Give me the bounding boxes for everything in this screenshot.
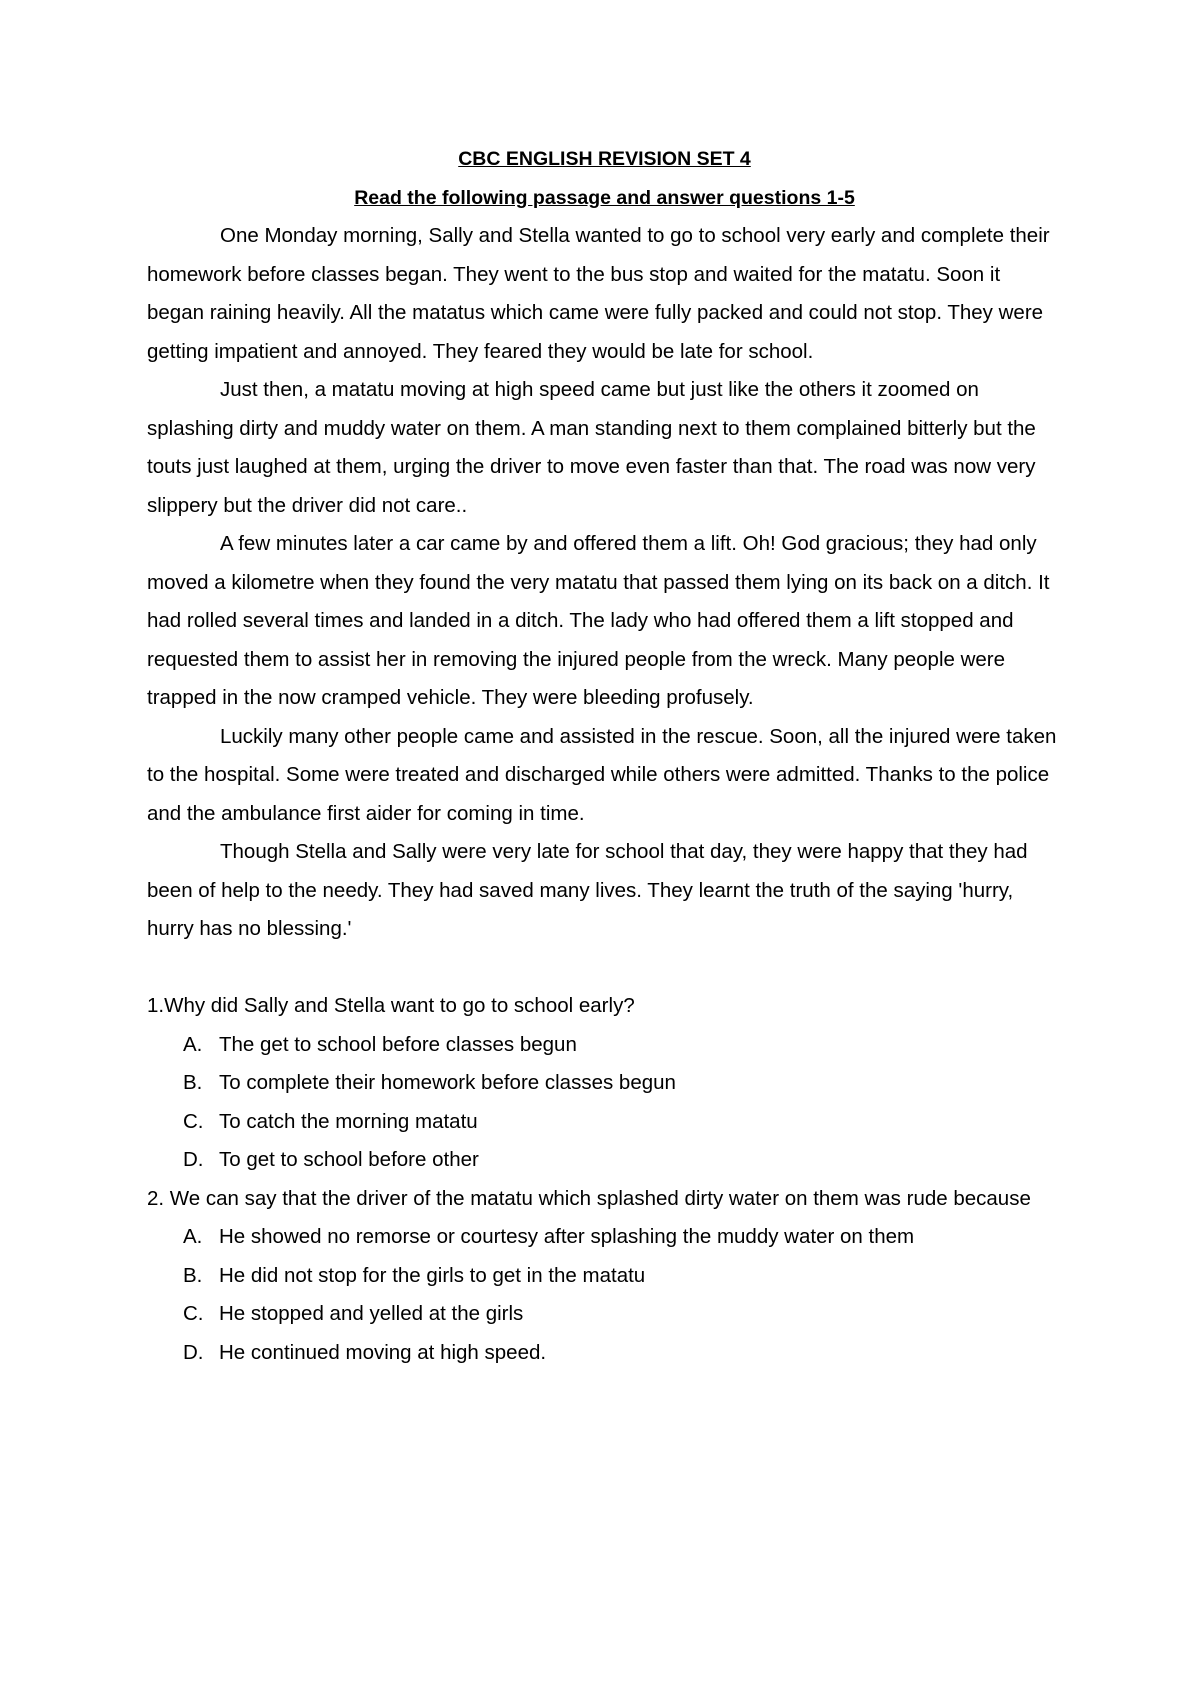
answer-option <box>147 1103 1062 1142</box>
passage-paragraph: One Monday morning, Sally and Stella wanted to go to school very early and complete their homework before classes began. They went to the bus stop and waited for the matatu. Soon it began raining heavily. All the matatus which came were fully packed and could not stop. They were getting impatient and annoyed. They feared they would be late for school. <box>147 224 1050 363</box>
answer-option <box>147 1218 1062 1257</box>
answer-option <box>147 1257 1062 1296</box>
answer-options <box>147 1218 1062 1372</box>
option-text: The get to school before classes begun <box>219 1032 577 1056</box>
question-text: 1.Why did Sally and Stella want to go to school early? <box>147 994 635 1017</box>
option-letter: B. <box>183 1263 203 1287</box>
option-text: To get to school before other <box>219 1148 479 1171</box>
option-text: He continued moving at high speed. <box>219 1340 547 1364</box>
document-page <box>147 140 1062 1372</box>
option-text: He stopped and yelled at the girls <box>219 1302 524 1325</box>
answer-option <box>147 1026 1062 1065</box>
passage-paragraph: Though Stella and Sally were very late for school that day, they were happy that they had been of help to the needy. They had saved many lives. They learnt the truth of the saying 'hurry, hurry has no blessing.' <box>147 840 1028 940</box>
option-text: To catch the morning matatu <box>219 1109 478 1133</box>
option-letter: A. <box>183 1032 203 1056</box>
reading-passage <box>147 217 1062 949</box>
passage-instruction: Read the following passage and answer questions 1-5 <box>354 186 855 209</box>
option-text: He showed no remorse or courtesy after splashing the muddy water on them <box>219 1225 915 1248</box>
option-letter: C. <box>183 1302 204 1325</box>
blank-line <box>147 949 1062 988</box>
passage-paragraph: A few minutes later a car came by and offered them a lift. Oh! God gracious; they had only moved a kilometre when they found the very matatu that passed them lying on its back on a ditch. It had rolled several times and landed in a ditch. The lady who had offered them a lift stopped and requested them to assist her in removing the injured people from the wreck. Many people were trapped in the now cramped vehicle. They were bleeding profusely. <box>147 532 1050 709</box>
answer-options <box>147 1026 1062 1180</box>
option-text: He did not stop for the girls to get in the matatu <box>219 1263 646 1287</box>
answer-option <box>147 1064 1062 1103</box>
option-letter: D. <box>183 1148 204 1171</box>
option-letter: B. <box>183 1071 203 1094</box>
question-block-2 <box>147 1180 1062 1373</box>
answer-option <box>147 1141 1062 1180</box>
question-text: 2. We can say that the driver of the matatu which splashed dirty water on them was rude because <box>147 1186 1031 1210</box>
question-block-1 <box>147 987 1062 1180</box>
option-letter: A. <box>183 1225 203 1248</box>
option-letter: D. <box>183 1340 204 1364</box>
passage-paragraph: Luckily many other people came and assisted in the rescue. Soon, all the injured were taken to the hospital. Some were treated and discharged while others were admitted. Thanks to the police and the ambulance first aider for coming in time. <box>147 724 1057 825</box>
answer-option <box>147 1295 1062 1334</box>
option-text: To complete their homework before classes begun <box>219 1071 676 1094</box>
answer-option <box>147 1334 1062 1373</box>
document-title: CBC ENGLISH REVISION SET 4 <box>458 148 751 170</box>
option-letter: C. <box>183 1109 204 1133</box>
passage-paragraph: Just then, a matatu moving at high speed came but just like the others it zoomed on splashing dirty and muddy water on them. A man standing next to them complained bitterly but the touts just laughed at them, urging the driver to move even faster than that. The road was now very slippery but the driver did not care.. <box>147 378 1036 517</box>
